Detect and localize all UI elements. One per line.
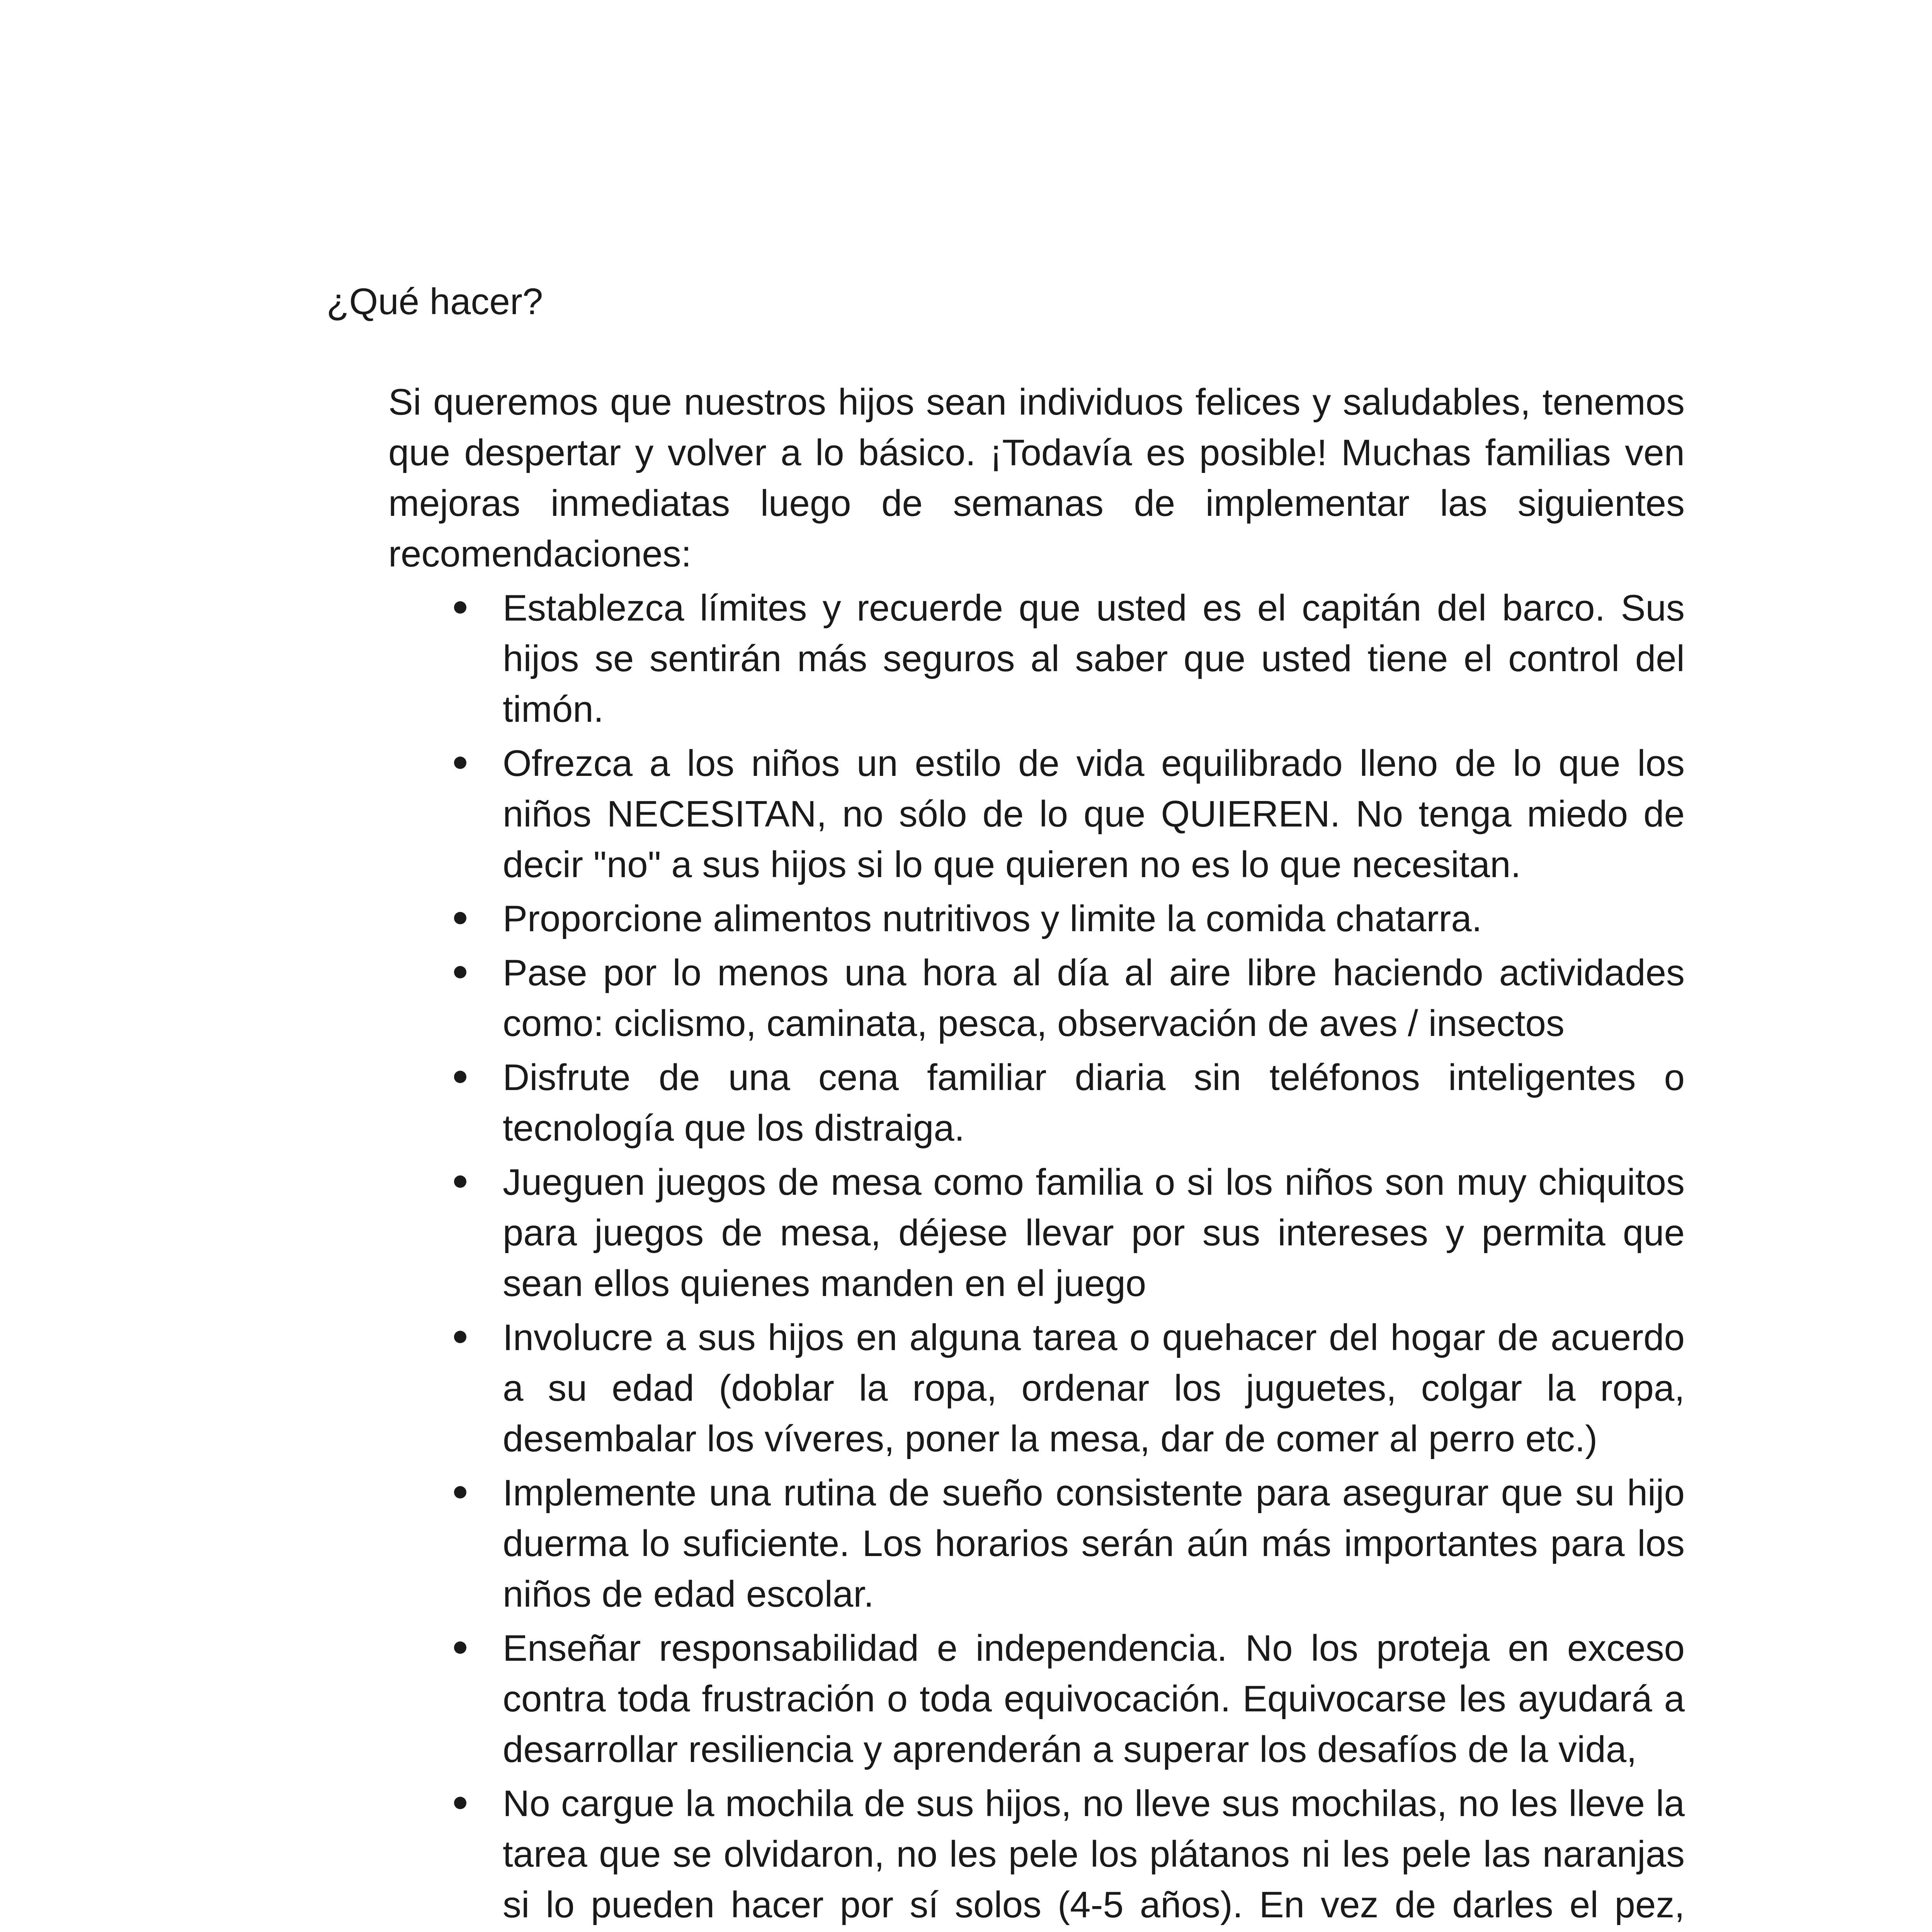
- list-item-text: No cargue la mochila de sus hijos, no lleve sus mochilas, no les lleve la tarea que se olvidaron, no les pele los plátanos ni les pele las naranjas si lo pueden hacer por sí solos (4-5 años). En vez de darles el pez,: [503, 1783, 1685, 1925]
- bullet-icon: [454, 601, 466, 614]
- list-item-text: Proporcione alimentos nutritivos y limite la comida chatarra.: [503, 898, 1482, 939]
- list-item-text: Implemente una rutina de sueño consistente para asegurar que su hijo duerma lo suficiente. Los horarios serán aún más importantes para los niños de edad escolar.: [503, 1472, 1685, 1615]
- bullet-icon: [454, 1641, 466, 1654]
- list-item: [388, 1778, 1685, 1932]
- page-heading: ¿Qué hacer?: [327, 281, 543, 322]
- bullet-icon: [454, 1797, 466, 1809]
- list-item: [388, 1157, 1685, 1309]
- list-item: [388, 1052, 1685, 1153]
- list-item: [388, 738, 1685, 890]
- list-item-text: Establezca límites y recuerde que usted es el capitán del barco. Sus hijos se sentirán más seguros al saber que usted tiene el control del timón.: [503, 587, 1685, 730]
- bullet-icon: [454, 1486, 466, 1498]
- intro-paragraph: Si queremos que nuestros hijos sean individuos felices y saludables, tenemos que despertar y volver a lo básico. ¡Todavía es posible! Muchas familias ven mejoras inmediatas luego de semanas de implementar las siguientes recomendaciones:: [388, 381, 1685, 575]
- list-item-text: Disfrute de una cena familiar diaria sin teléfonos inteligentes o tecnología que los distraiga.: [503, 1057, 1685, 1149]
- list-item: [388, 1468, 1685, 1619]
- bullet-icon: [454, 912, 466, 924]
- bullet-icon: [454, 757, 466, 769]
- list-item: [388, 947, 1685, 1049]
- list-item: [388, 1312, 1685, 1464]
- bullet-icon: [454, 1175, 466, 1188]
- bullet-icon: [454, 966, 466, 978]
- recommendations-list: [388, 583, 1685, 1932]
- list-item: [388, 1623, 1685, 1775]
- list-item-text: Ofrezca a los niños un estilo de vida equilibrado lleno de lo que los niños NECESITAN, no sólo de lo que QUIEREN. No tenga miedo de decir "no" a sus hijos si lo que quieren no es lo que necesitan.: [503, 743, 1685, 885]
- bullet-icon: [454, 1331, 466, 1343]
- list-item-text: Involucre a sus hijos en alguna tarea o quehacer del hogar de acuerdo a su edad (doblar la ropa, ordenar los juguetes, colgar la ropa, desembalar los víveres, poner la mesa, dar de comer al perro etc.): [503, 1317, 1685, 1459]
- list-item: [388, 893, 1685, 944]
- list-item-text: Pase por lo menos una hora al día al aire libre haciendo actividades como: ciclismo, caminata, pesca, observación de aves / insectos: [503, 952, 1685, 1044]
- list-item-text: Jueguen juegos de mesa como familia o si los niños son muy chiquitos para juegos de mesa, déjese llevar por sus intereses y permita que sean ellos quienes manden en el juego: [503, 1162, 1685, 1304]
- list-item: [388, 583, 1685, 735]
- list-item-text: Enseñar responsabilidad e independencia. No los proteja en exceso contra toda frustración o toda equivocación. Equivocarse les ayudará a desarrollar resiliencia y aprenderán a superar los desafíos de la vida,: [503, 1628, 1685, 1770]
- bullet-icon: [454, 1071, 466, 1083]
